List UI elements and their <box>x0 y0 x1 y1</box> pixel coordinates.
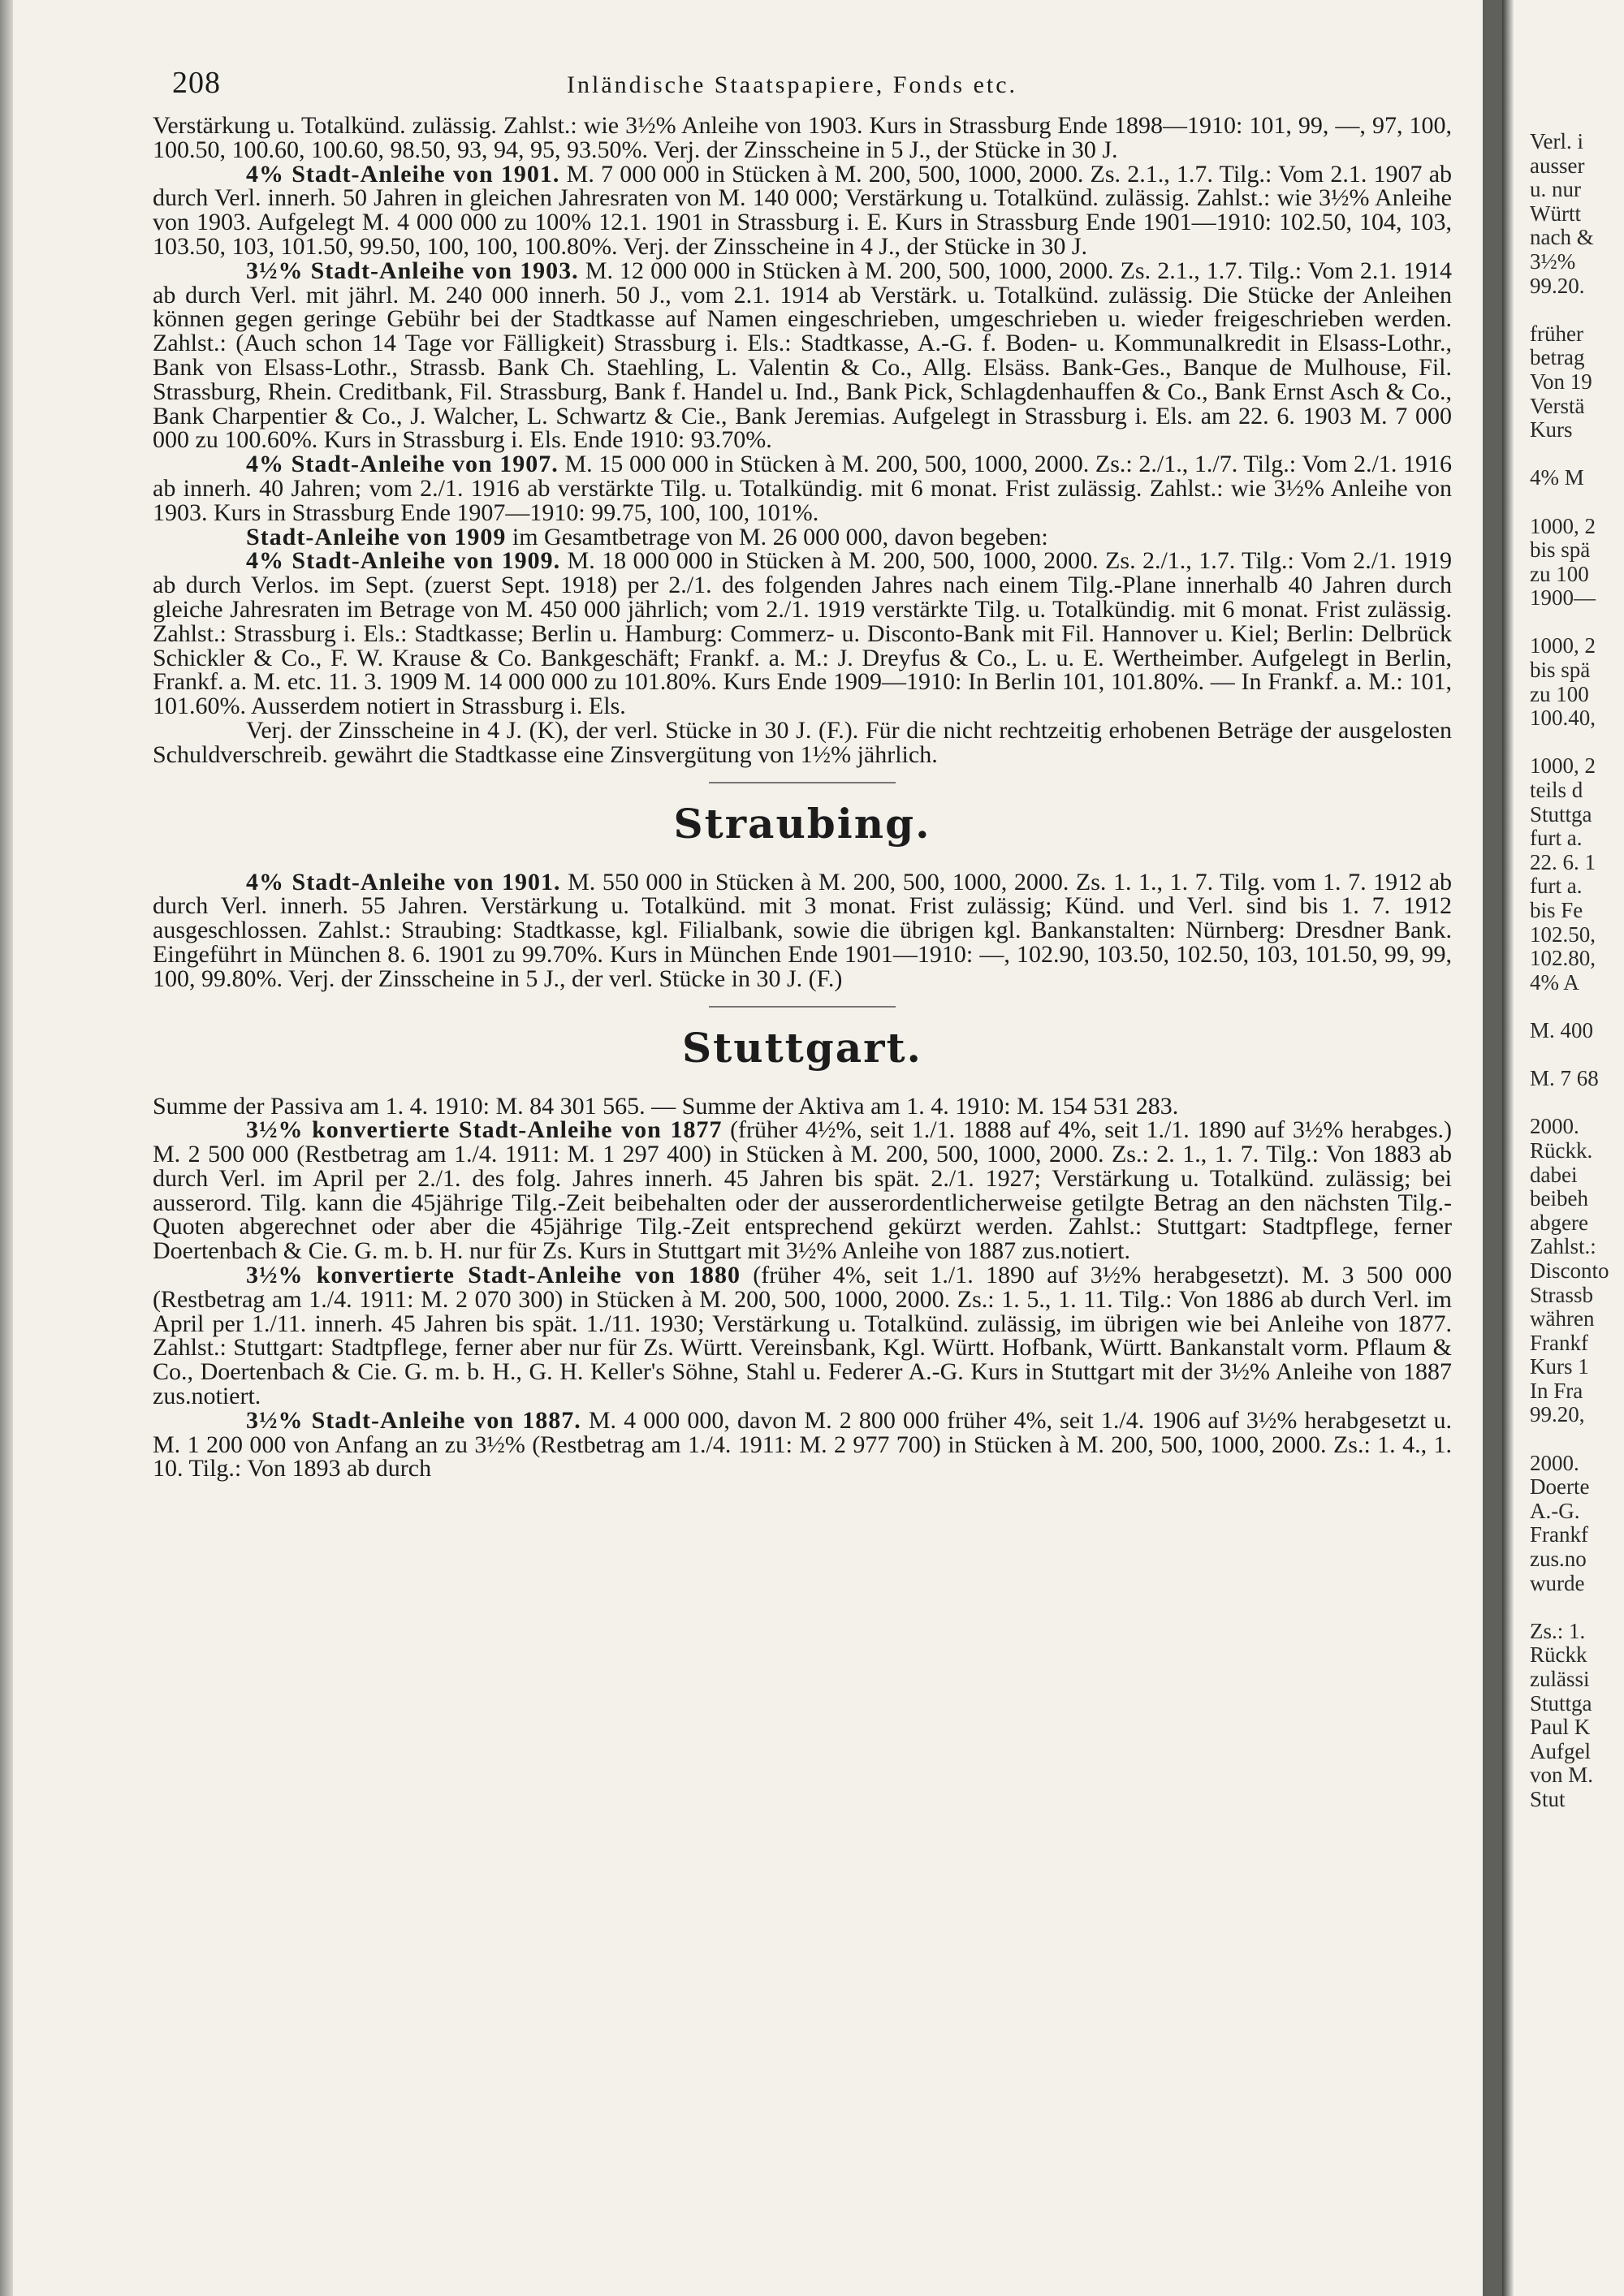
straubing-loan-paragraph <box>153 870 1452 991</box>
page-number: 208 <box>172 66 221 100</box>
next-page-fragment-line: ausser <box>1530 153 1585 178</box>
next-page-fragment-line: nach & <box>1530 225 1594 250</box>
loan-1880-text: (früher 4%, seit 1./1. 1890 auf 3½% herabgesetzt). M. 3 500 000 (Restbetrag am 1./4. 1911: M. 2 070 300) in Stücken à M. 200, 500, 1000, 2000. Zs.: 1. 5., 1. 11. Tilg.: Von 1886 ab durch Verl. im April per 1./11. innerh. 45 Jahren bis spät. 1./11. 1930; Verstärkung u. Totalkünd. zulässig, im übrigen wie bei Anleihe von 1877. Zahlst.: Stuttgart: Stadtpflege, ferner aber nur für Zs. Württ. Vereinsbank, Kgl. Württ. Hofbank, Württ. Bankanstalt vorm. Pflaum & Co., Doertenbach & Cie. G. m. b. H., G. H. Keller's Söhne, Stahl u. Federer A.-G. Kurs in Stuttgart mit der 3½% Anleihe von 1887 zus.notiert. <box>153 1262 1452 1410</box>
next-page-fragment-line: 2000. <box>1530 1450 1579 1475</box>
next-page-fragment-line: Rückk <box>1530 1642 1587 1668</box>
next-page-fragment-line <box>1530 1043 1624 1068</box>
next-page-fragment-line: M. 400 <box>1530 1017 1594 1042</box>
next-page-fragment-line: bis spä <box>1530 537 1591 563</box>
next-page-fragment-line <box>1530 1091 1624 1116</box>
section-divider <box>709 1006 896 1008</box>
loan-1909-text: M. 18 000 000 in Stücken à M. 200, 500, 1000, 2000. Zs. 2./1., 1.7. Tilg.: Vom 2./1. 1919 ab durch Verlos. im Sept. (zuerst Sept. 1918) per 2./1. des folgenden Jahres nach einem Tilg.-Plane innerhalb 40 Jahren durch gleiche Jahresraten im Betrage von M. 450 000 jährlich; vom 2./1. 1919 verstärkte Tilg. u. Totalkündig. mit 6 monat. Frist zulässig. Zahlst.: Strassburg i. Els.: Stadtkasse; Berlin u. Hamburg: Commerz- u. Disconto-Bank mit Fil. Hannover u. Kiel; Berlin: Delbrück Schickler & Co., F. W. Krause & Co. Bankgeschäft; Frankf. a. M.: J. Dreyfus & Co., L. u. E. Wertheimber. Aufgelegt in Berlin, Frankf. a. M. etc. 11. 3. 1909 M. 14 000 000 zu 101.80%. Kurs Ende 1909—1910: In Berlin 101, 101.80%. — In Frankf. a. M.: 101, 101.60%. Ausserdem notiert in Strassburg i. Els. <box>153 547 1453 720</box>
next-page-fragment-line: Von 19 <box>1530 369 1592 394</box>
loan-1903-paragraph <box>153 259 1452 452</box>
loan-1887-text: M. 4 000 000, davon M. 2 800 000 früher 4%, seit 1./4. 1906 auf 3½% herabgesetzt u. M. 1 200 000 von Anfang an zu 3½% (Restbetrag am 1./4. 1911: M. 2 977 700) in Stücken à M. 200, 500, 1000, 2000. Zs.: 1. 4., 1. 10. Tilg.: Von 1893 ab durch <box>153 1406 1452 1482</box>
next-page-fragment-line: bis spä <box>1530 658 1591 683</box>
loan-1903-title: 3½% Stadt-Anleihe von 1903. <box>246 257 579 284</box>
loan-1909-paragraph <box>153 549 1452 719</box>
next-page-fragment-line: beibeh <box>1530 1186 1588 1211</box>
loan-1909-total-text: im Gesamtbetrage von M. 26 000 000, davon begeben: <box>512 523 1048 550</box>
straubing-heading: Straubing. <box>673 799 931 848</box>
next-page-fragment-line: Doerte <box>1530 1474 1590 1500</box>
loan-1887-paragraph <box>153 1406 1452 1482</box>
loan-1907-paragraph <box>153 452 1452 524</box>
next-page-fragment-line: Disconto <box>1530 1258 1609 1283</box>
next-page-fragment-line: Kurs 1 <box>1530 1354 1589 1379</box>
next-page-fragment-line: abgere <box>1530 1210 1588 1235</box>
loan-1903-text: M. 12 000 000 in Stücken à M. 200, 500, 1000, 2000. Zs. 2.1., 1.7. Tilg.: Vom 2.1. 1914 ab durch Verl. mit jährl. M. 240 000 innerh. 50 J., vom 2.1. 1914 ab Verstärk. u. Totalkünd. zulässig. Die Stücke der Anleihen können gegen geringe Gebühr bei der Stadtkasse auf Namen eingeschrieben, umgeschrieben u. wieder freigeschrieben werden. Zahlst.: (Auch schon 14 Tage vor Fälligkeit) Strassburg i. Els.: Stadtkasse, A.-G. f. Boden- u. Kommunalkredit in Elsass-Lothr., Bank von Elsass-Lothr., Strassb. Bank Ch. Staehling, L. Valentin & Co., Allg. Elsäss. Bank-Ges., Banque de Mulhouse, Fil. Strassburg, Rhein. Creditbank, Fil. Strassburg, Bank f. Handel u. Ind., Bank Pick, Schlagdenhauffen & Co., Bank Ernst Asch & Co., Bank Charpentier & Co., J. Walcher, L. Schwartz & Cie., Bank Jeremias. Aufgelegt in Strassburg i. Els. am 22. 6. 1903 M. 7 000 000 zu 100.60%. Kurs in Strassburg i. Els. Ende 1910: 93.70%. <box>153 257 1453 454</box>
next-page-fragment-line: Frankf <box>1530 1330 1588 1355</box>
next-page-fragment-line: 3½% <box>1530 248 1576 274</box>
next-page-fragment-line <box>1530 1427 1624 1452</box>
next-page-fragment-line: währen <box>1530 1306 1595 1331</box>
stuttgart-summary: Summe der Passiva am 1. 4. 1910: M. 84 301 565. — Summe der Aktiva am 1. 4. 1910: M. 154 531 283. <box>153 1092 1179 1120</box>
next-page-fragment-line: Rückk. <box>1530 1137 1593 1163</box>
next-page-fragment-line: Aufgel <box>1530 1738 1591 1763</box>
straubing-loan-text: M. 550 000 in Stücken à M. 200, 500, 1000, 2000. Zs. 1. 1., 1. 7. Tilg. vom 1. 7. 1912 ab durch Verl. innerh. 55 Jahren. Verstärkung u. Totalkünd. mit 3 monat. Frist zulässig; Künd. und Verl. sind bis 1. 7. 1912 ausgeschlossen. Zahlst.: Straubing: Stadtkasse, kgl. Filialbank, sowie die übrigen kgl. Bankanstalten: Nürnberg: Dresdner Bank. Eingeführt in München 8. 6. 1901 zu 99.70%. Kurs in München Ende 1901—1910: —, 102.90, 103.50, 102.50, 103, 101.50, 99, 99, 100, 99.80%. Verj. der Zinsscheine in 5 J., der verl. Stücke in 30 J. (F.) <box>153 868 1453 992</box>
next-page-fragment-line: Verl. i <box>1530 130 1583 153</box>
next-page-fragment-line: Stut <box>1530 1786 1566 1811</box>
scan-edge-shadow <box>0 0 13 2296</box>
book-gutter <box>1483 0 1502 2296</box>
next-page-fragment-line: Frankf <box>1530 1522 1588 1547</box>
next-page-fragment-line: u. nur <box>1530 177 1581 202</box>
next-page-fragment-line: wurde <box>1530 1570 1585 1595</box>
next-page-fragment-line: 102.80, <box>1530 946 1596 971</box>
next-page-fragment-line: Strassb <box>1530 1282 1594 1307</box>
stuttgart-heading: Stuttgart. <box>682 1023 922 1072</box>
next-page-fragment-line: M. 7 68 <box>1530 1066 1599 1091</box>
next-page-fragment-line: 1000, 2 <box>1530 753 1596 779</box>
book-gutter-shadow <box>1502 0 1514 2296</box>
next-page-fragment-line: 100.40, <box>1530 706 1596 731</box>
strassburg-intro-paragraph: Verstärkung u. Totalkünd. zulässig. Zahlst.: wie 3½% Anleihe von 1903. Kurs in Strassburg Ende 1898—1910: 101, 99, —, 97, 100, 100.50, 100.60, 100.60, 98.50, 93, 94, 95, 93.50%. Verj. der Zinsscheine in 5 J., der Stücke in 30 J. <box>153 112 1452 163</box>
next-page-fragment-line: Zs.: 1. <box>1530 1618 1586 1643</box>
loan-1909-title: 4% Stadt-Anleihe von 1909. <box>246 547 561 575</box>
next-page-fragment-line: 99.20, <box>1530 1402 1585 1427</box>
loan-1907-title: 4% Stadt-Anleihe von 1907. <box>246 451 559 478</box>
next-page-fragment-line: 4% M <box>1530 465 1584 490</box>
next-page-fragment-line <box>1530 611 1624 635</box>
loan-1909-total-title: Stadt-Anleihe von 1909 <box>246 523 507 550</box>
next-page-fragment-line: 2000. <box>1530 1114 1579 1139</box>
next-page-fragment-line: bis Fe <box>1530 898 1583 922</box>
next-page-fragment-line: zus.no <box>1530 1547 1587 1572</box>
next-page-fragment-line: teils d <box>1530 778 1583 803</box>
loan-1877-title: 3½% konvertierte Stadt-Anleihe von 1877 <box>246 1116 723 1144</box>
next-page-fragment-line <box>1530 1595 1624 1620</box>
next-page-fragment-line: 1000, 2 <box>1530 633 1596 658</box>
next-page-fragment-line <box>1530 298 1624 322</box>
loan-1880-title: 3½% konvertierte Stadt-Anleihe von 1880 <box>246 1262 741 1289</box>
next-page-fragment-line: 102.50, <box>1530 921 1596 947</box>
next-page-fragment-line: dabei <box>1530 1162 1578 1187</box>
next-page-fragment-line: zu 100 <box>1530 681 1589 706</box>
stuttgart-section <box>153 1094 1452 1482</box>
next-page-fragment-line: Kurs <box>1530 417 1573 442</box>
straubing-section <box>153 870 1452 991</box>
next-page-fragment-line: Stuttga <box>1530 801 1592 826</box>
next-page-fragment-line: Zahlst.: <box>1530 1234 1596 1259</box>
next-page-fragment-line: A.-G. <box>1530 1498 1580 1523</box>
running-head <box>153 57 1452 114</box>
next-page-fragment-line: von M. <box>1530 1763 1594 1788</box>
strassburg-section <box>153 114 1452 767</box>
loan-1907-text: M. 15 000 000 in Stücken à M. 200, 500, 1000, 2000. Zs.: 2./1., 1./7. Tilg.: Vom 2./1. 1916 ab innerh. 40 Jahren; vom 2./1. 1916 ab verstärkte Tilg. u. Totalkündig. mit 6 monat. Frist zulässig. Zahlst.: wie 3½% Anleihe von 1903. Kurs in Strassburg Ende 1907—1910: 99.75, 100, 100, 101%. <box>153 451 1452 526</box>
next-page-fragment-line: Württ <box>1530 201 1581 226</box>
next-page-fragment-line: betrag <box>1530 345 1585 370</box>
loan-1887-title: 3½% Stadt-Anleihe von 1887. <box>246 1406 581 1434</box>
loan-1877-paragraph <box>153 1118 1452 1263</box>
loan-1901-title: 4% Stadt-Anleihe von 1901. <box>246 160 560 188</box>
next-page-fragment-line: früher <box>1530 321 1583 346</box>
next-page-fragment-line <box>1530 442 1624 467</box>
next-page-fragment-line: furt a. <box>1530 874 1583 899</box>
page-column <box>153 57 1452 1481</box>
next-page-fragment-line: Stuttga <box>1530 1690 1592 1716</box>
next-page-fragment-line: furt a. <box>1530 826 1583 851</box>
next-page-fragment-line: 99.20. <box>1530 273 1585 298</box>
next-page-fragment-line: Verstä <box>1530 393 1585 418</box>
loan-1909-total-paragraph <box>153 525 1452 550</box>
running-title: Inländische Staatspapiere, Fonds etc. <box>567 71 1018 98</box>
next-page-fragment-line: zulässi <box>1530 1667 1590 1691</box>
next-page-fragment-line: Paul K <box>1530 1715 1591 1740</box>
loan-1880-paragraph <box>153 1263 1452 1409</box>
next-page-fragment-line: 22. 6. 1 <box>1530 849 1596 874</box>
section-divider <box>709 782 896 783</box>
straubing-loan-title: 4% Stadt-Anleihe von 1901. <box>246 868 561 896</box>
next-page-fragment-line: 1000, 2 <box>1530 513 1596 538</box>
next-page-fragment-line <box>1530 490 1624 515</box>
loan-1901-paragraph <box>153 162 1452 259</box>
next-page-fragment-line: zu 100 <box>1530 561 1589 586</box>
next-page-fragment-line <box>1530 995 1624 1019</box>
loan-1901-text: M. 7 000 000 in Stücken à M. 200, 500, 1000, 2000. Zs. 2.1., 1.7. Tilg.: Vom 2.1. 1907 ab durch Verl. innerh. 50 Jahren in gleichen Jahresraten von M. 140 000; Verstärkung u. Totalkünd. zulässig. Zahlst.: wie 3½% Anleihe von 1903. Aufgelegt M. 4 000 000 zu 100% 12.1. 1901 in Strassburg i. E. Kurs in Strassburg Ende 1901—1910: 102.50, 104, 103, 103.50, 103, 101.50, 99.50, 100, 100, 100.80%. Verj. der Zinsscheine in 4 J., der Stücke in 30 J. <box>153 160 1453 260</box>
loan-1877-text: (früher 4½%, seit 1./1. 1888 auf 4%, seit 1./1. 1890 auf 3½% herabges.) M. 2 500 000 (Restbetrag am 1./4. 1911: M. 1 297 400) in Stücken à M. 200, 500, 1000, 2000. Zs.: 2. 1., 1. 7. Tilg.: Von 1883 ab durch Verl. im April per 2./1. des folg. Jahres innerh. 45 Jahren bis spät. 2./1. 1927; Verstärkung u. Totalkünd. zulässig; bei ausserord. Tilg. kann die 45jährige Tilg.-Zeit beibehalten oder der ausserordentlicherweise getilgte Betrag an den nächsten Tilg.-Quoten abgerechnet oder aber die 45jährige Tilg.-Zeit entsprechend gekürzt werden. Zahlst.: Stuttgart: Stadtpflege, ferner Doertenbach & Cie. G. m. b. H. nur für Zs. Kurs in Stuttgart mit 3½% Anleihe von 1887 zus.notiert. <box>153 1116 1453 1265</box>
next-page-fragment-line <box>1530 731 1624 755</box>
next-page-fragment-line: In Fra <box>1530 1378 1583 1403</box>
next-page-fragment-line: 4% A <box>1530 969 1579 995</box>
next-page-fragment-column <box>1530 130 1624 1812</box>
next-page-fragment-line: 1900— <box>1530 585 1596 611</box>
verjaehrung-paragraph: Verj. der Zinsscheine in 4 J. (K), der verl. Stücke in 30 J. (F.). Für die nicht rechtzeitig erhobenen Beträge der ausgelosten Schuldverschreib. gewährt die Stadtkasse eine Zinsvergütung von 1½% jährlich. <box>153 716 1452 768</box>
